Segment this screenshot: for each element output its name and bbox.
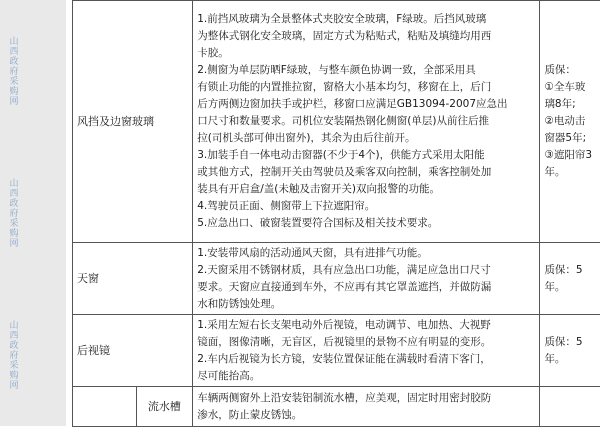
requirement-line: 拉(司机头部可伸出窗外)，其余为由后往前开。: [197, 130, 536, 147]
warranty-line: ①全车玻: [544, 79, 600, 96]
requirement-line: 或其他方式，控制开关由驾驶员及乘客双向控制，乘客控制处加: [197, 164, 536, 181]
warranty-line: ②电动击: [544, 113, 600, 130]
requirement-line: 装具有开启盒/盖(未触及击窗开关)双向报警的功能。: [197, 181, 536, 198]
warranty-cell: [540, 387, 600, 427]
requirement-line: 后方两侧边窗加扶手或护栏，移窗口应满足GB13094-2007应急出: [197, 96, 536, 113]
warranty-cell: [540, 243, 600, 315]
warranty-cell: [540, 315, 600, 387]
requirement-line: 5.应急出口、破窗装置要符合国标及相关技术要求。: [197, 215, 536, 232]
requirement-line: 卡胶。: [197, 45, 536, 62]
warranty-line: 质保：5: [544, 262, 600, 279]
warranty-line: 窗器5年;: [544, 130, 600, 147]
table-row: [73, 243, 600, 315]
requirement-line: 要求。天窗应直接通到车外，不应再有其它罩盖遮挡，并做防漏: [197, 279, 536, 296]
requirement-line: 2.侧窗为单层防晒F绿玻，与整车颜色协调一致，全部采用具: [197, 62, 536, 79]
requirement-cell: [193, 243, 540, 315]
warranty-line: 质保：: [544, 62, 600, 79]
table-row: [73, 387, 600, 427]
watermark-text: 山西政府采购网: [7, 178, 20, 248]
requirement-line: 渗水，防止蒙皮锈蚀。: [197, 407, 536, 424]
requirement-line: 1.前挡风玻璃为全景整体式夹胶安全玻璃，F绿玻。后挡风玻璃: [197, 11, 536, 28]
requirement-line: 有锁止功能的内置推拉窗，窗格大小基本均匀，移窗在上，后门: [197, 79, 536, 96]
requirement-line: 为整体式钢化安全玻璃，固定方式为粘贴式，粘贴及填缝均用西: [197, 28, 536, 45]
table-row: [73, 1, 600, 243]
watermark-text: 山西政府采购网: [7, 320, 20, 390]
warranty-line: 璃8年;: [544, 96, 600, 113]
item-name: 后视镜: [73, 315, 193, 387]
subitem-name: 流水槽: [136, 387, 193, 427]
spec-table: [72, 0, 600, 427]
requirement-line: 尽可能抬高。: [197, 368, 536, 385]
requirement-cell: [193, 1, 540, 243]
watermark-text: 山西政府采购网: [7, 36, 20, 106]
requirement-line: 4.驾驶员正面、侧窗带上下拉遮阳帘。: [197, 198, 536, 215]
requirement-line: 2.天窗采用不锈钢材质，具有应急出口功能，满足应急出口尺寸: [197, 262, 536, 279]
item-name: 风挡及边窗玻璃: [73, 1, 193, 243]
requirement-line: 1.安装带风扇的活动通风天窗，具有进排气功能。: [197, 245, 536, 262]
table-row: [73, 315, 600, 387]
requirement-line: 水和防锈蚀处理。: [197, 296, 536, 313]
requirement-line: 口尺寸和数量要求。司机位安装隔热钢化侧窗(单层)从前往后推: [197, 113, 536, 130]
warranty-line: 年。: [544, 279, 600, 296]
requirement-cell: [193, 315, 540, 387]
requirement-line: 2.车内后视镜为长方镜，安装位置保证能在满载时看清下客门，: [197, 351, 536, 368]
warranty-line: 年。: [544, 164, 600, 181]
requirement-line: 1.采用左短右长支架电动外后视镜，电动调节、电加热、大视野: [197, 317, 536, 334]
requirement-cell: [193, 387, 540, 427]
requirement-line: 车辆两侧窗外上沿安装铝制流水槽，应美观，固定时用密封胶防: [197, 390, 536, 407]
warranty-line: 质保：5: [544, 334, 600, 351]
item-name: [73, 387, 137, 427]
watermark: [6, 0, 20, 426]
warranty-line: ③遮阳帘3: [544, 147, 600, 164]
requirement-line: 3.加装手自一体电动击窗器(不少于4个)，供能方式采用太阳能: [197, 147, 536, 164]
warranty-cell: [540, 1, 600, 243]
item-name: 天窗: [73, 243, 193, 315]
requirement-line: 镜面，图像清晰，无盲区，后视镜里的景物不应有明显的变形。: [197, 334, 536, 351]
warranty-line: 年。: [544, 351, 600, 368]
